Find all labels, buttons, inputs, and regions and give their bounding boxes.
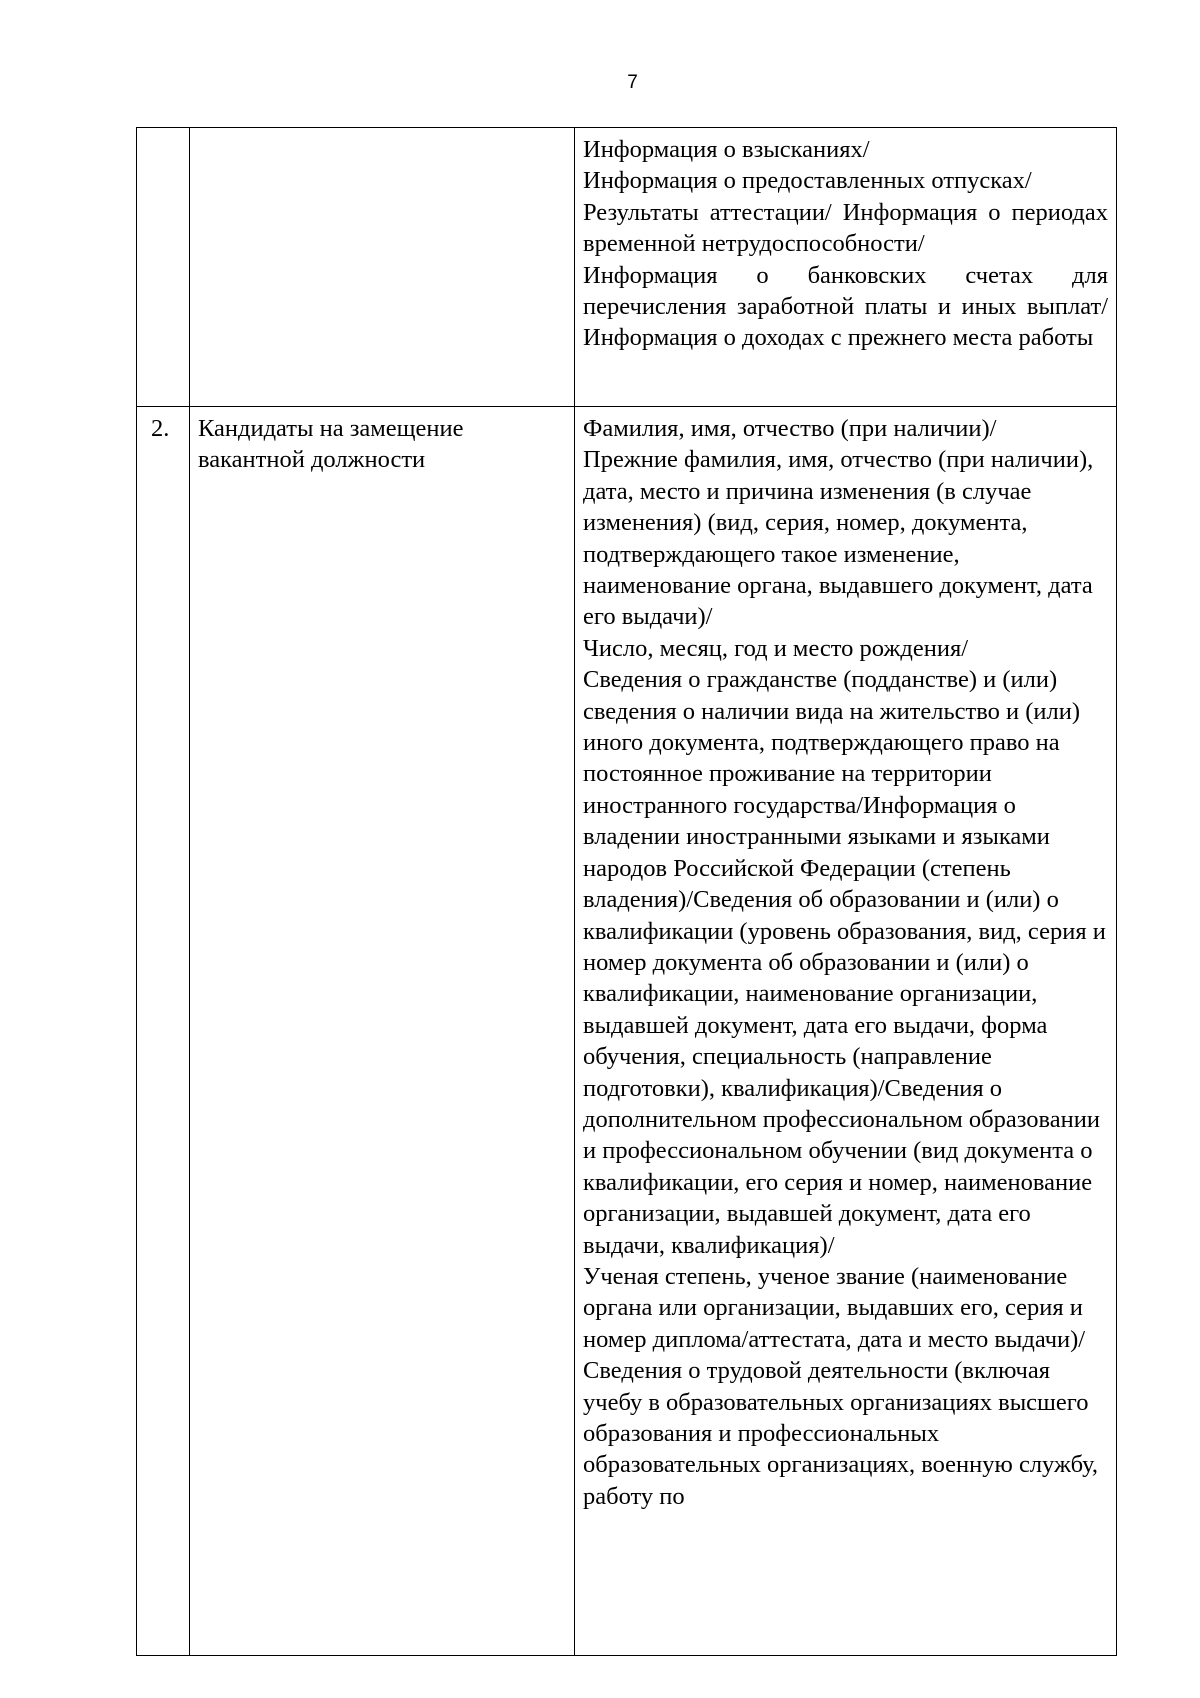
data-item: Информация о банковских счетах для перечисления заработной платы и иных выплат/Информация о доходах с прежнего места работы: [583, 261, 1108, 352]
category-cell: [190, 128, 575, 407]
table-row: [137, 407, 1117, 1656]
data-item: Число, месяц, год и место рождения/: [583, 634, 969, 662]
data-item: Результаты аттестации/ Информация о периодах временной нетрудоспособности/: [583, 198, 1108, 258]
data-list-cell: [575, 128, 1117, 407]
row-number-cell: [137, 128, 190, 407]
data-item: Ученая степень, ученое звание (наименование органа или организации, выдавших его, серия и номер диплома/аттестата, дата и место выдачи)/Сведения о трудовой деятельности (включая учебу в образовательных организациях высшего образования и профессиональных образовательных организациях, военную службу, работу по: [583, 1262, 1099, 1510]
data-item: Фамилия, имя, отчество (при наличии)/: [583, 415, 997, 442]
table-row: [137, 128, 1117, 407]
row-number: 2.: [151, 415, 170, 442]
row-number-cell: [137, 407, 190, 1656]
data-item: Прежние фамилия, имя, отчество (при наличии), дата, место и причина изменения (в случае изменения) (вид, серия, номер, документа, подтверждающего такое изменение, наименование органа, выдавшего документ, дата его выдачи)/: [583, 446, 1094, 631]
category-cell: [190, 407, 575, 1656]
data-list-cell: [575, 407, 1117, 1656]
category-label: Кандидаты на замещение вакантной должности: [198, 415, 464, 474]
category-label: [190, 128, 574, 134]
data-item: Информация о взысканиях/: [583, 136, 870, 163]
row-number: [137, 128, 189, 134]
data-item: Информация о предоставленных отпусках/: [583, 167, 1032, 195]
personal-data-table: [136, 127, 1117, 1656]
data-item: Сведения о гражданстве (подданстве) и (или) сведения о наличии вида на жительство и (или) иного документа, подтверждающего право на постоянное проживание на территории иностранного государства/Информация о владении иностранными языками и языками народов Российской Федерации (степень владения)/Сведения об образовании и (или) о квалификации (уровень образования, вид, серия и номер документа об образовании и (или) о квалификации, наименование организации, выдавшей документ, дата его выдачи, форма обучения, специальность (направление подготовки), квалификация)/Сведения о дополнительном профессиональном образовании и профессиональном обучении (вид документа о квалификации, его серия и номер, наименование организации, выдавшей документ, дата его выдачи, квалификация)/: [583, 666, 1106, 1259]
page-number: 7: [627, 72, 638, 93]
